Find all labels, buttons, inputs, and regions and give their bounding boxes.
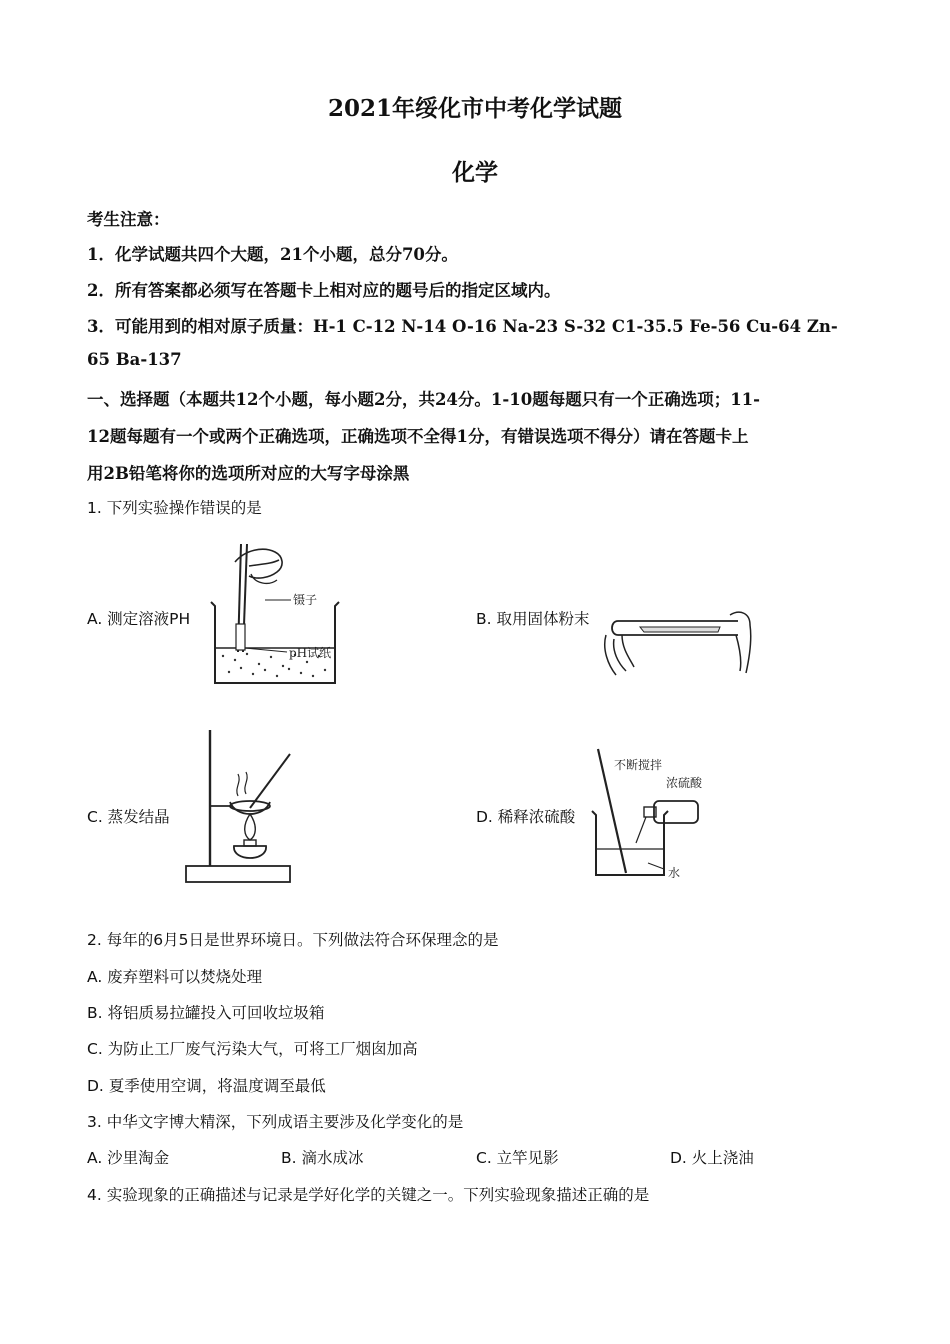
section-1-instructions-cont: 12题每题有一个或两个正确选项，正确选项不全得1分，有错误选项不得分）请在答题卡上 xyxy=(87,427,749,446)
q2-stem: 2. 每年的6月5日是世界环境日。下列做法符合环保理念的是 xyxy=(87,931,499,949)
q3-option-c: C. 立竿见影 xyxy=(476,1149,559,1167)
notice-item-2: 2．所有答案都必须写在答题卡上相对应的题号后的指定区域内。 xyxy=(87,281,561,300)
exam-title: 2021年绥化市中考化学试题 xyxy=(327,95,622,122)
q1-option-c: C. 蒸发结晶 xyxy=(87,808,170,826)
ph-paper-label: pH试纸 xyxy=(289,646,332,660)
section-1-instructions-end: 用2B铅笔将你的选项所对应的大写字母涂黑 xyxy=(87,464,410,483)
q4-stem: 4. 实验现象的正确描述与记录是学好化学的关键之一。下列实验现象描述正确的是 xyxy=(87,1186,650,1204)
q3-option-d: D. 火上浇油 xyxy=(670,1149,754,1167)
q2-option-c: C. 为防止工厂废气污染大气，可将工厂烟囱加高 xyxy=(87,1040,418,1058)
ph-test-figure xyxy=(205,540,365,690)
subject-title: 化学 xyxy=(452,159,498,186)
q3-stem: 3. 中华文字博大精深，下列成语主要涉及化学变化的是 xyxy=(87,1113,464,1131)
q1-option-a: A. 测定溶液PH xyxy=(87,610,191,628)
stir-label: 不断搅拌 xyxy=(614,758,663,772)
section-1-instructions: 一、选择题（本题共12个小题，每小题2分，共24分。1-10题每题只有一个正确选项；11- xyxy=(87,390,761,409)
evaporation-figure xyxy=(180,726,300,888)
q1-option-d: D. 稀释浓硫酸 xyxy=(476,808,576,826)
water-label: 水 xyxy=(668,866,681,880)
q2-option-a: A. 废弃塑料可以焚烧处理 xyxy=(87,968,263,986)
tweezers-label: 镊子 xyxy=(293,593,318,607)
q3-option-a: A. 沙里淘金 xyxy=(87,1149,170,1167)
notice-item-3: 3．可能用到的相对原子质量：H-1 C-12 N-14 O-16 Na-23 S-32 C1-35.5 Fe-56 Cu-64 Zn- xyxy=(87,317,838,336)
dilution-figure xyxy=(588,745,728,885)
q1-option-b: B. 取用固体粉末 xyxy=(476,610,590,628)
notice-item-3-cont: 65 Ba-137 xyxy=(87,350,182,369)
q2-option-d: D. 夏季使用空调，将温度调至最低 xyxy=(87,1077,326,1095)
q3-option-b: B. 滴水成冰 xyxy=(281,1149,364,1167)
powder-figure xyxy=(600,605,760,685)
notice-item-1: 1．化学试题共四个大题，21个小题，总分70分。 xyxy=(87,245,458,264)
acid-label: 浓硫酸 xyxy=(666,776,703,790)
notice-heading: 考生注意： xyxy=(87,210,170,229)
q2-option-b: B. 将铝质易拉罐投入可回收垃圾箱 xyxy=(87,1004,325,1022)
q1-stem: 1. 下列实验操作错误的是 xyxy=(87,499,262,517)
